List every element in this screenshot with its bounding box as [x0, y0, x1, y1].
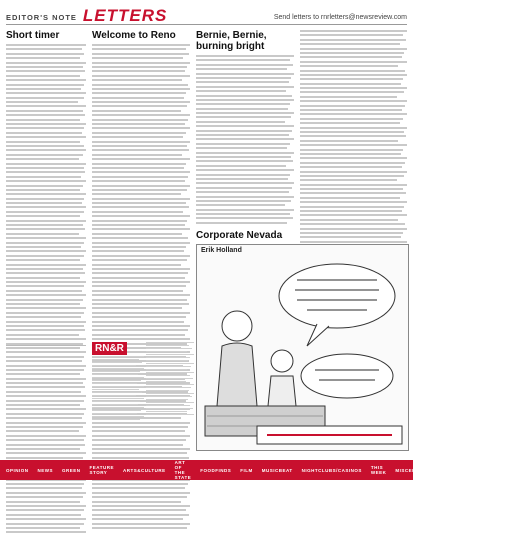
footer-nav-this-week[interactable]: THIS WEEK — [370, 465, 387, 475]
staff-box-2 — [146, 342, 194, 434]
letters-column-2 — [196, 30, 294, 240]
character-head — [222, 311, 252, 341]
submit-letters-note: Send letters to rnrletters@newsreview.com — [273, 14, 407, 21]
footer-logo: RN&R — [473, 465, 497, 475]
footer-nav-nightclubs-casinos[interactable]: NIGHTCLUBS/CASINOS — [301, 467, 362, 473]
footer-nav-film[interactable]: FILM — [240, 467, 253, 473]
letters-column-3 — [300, 30, 407, 240]
footer-nav-miscellany[interactable]: MISCELLANY — [395, 467, 430, 473]
footer-nav-feature-story[interactable]: FEATURE STORY — [89, 465, 114, 475]
letters-column-1 — [92, 30, 190, 362]
speech-bubble-tail — [307, 324, 329, 346]
letter-body-bernie — [196, 55, 294, 224]
footer-meta — [439, 464, 505, 476]
footer-nav-foodfinds[interactable]: FOODFINDS — [200, 467, 232, 473]
letter-heading-welcome-to-reno: Welcome to Reno — [92, 30, 176, 41]
page-footer — [0, 460, 505, 480]
cartoonist-credit: Erik Holland — [201, 247, 242, 254]
footer-nav-musicbeat[interactable]: MUSICBEAT — [261, 467, 293, 473]
issue-date: NOVEMBER 19, 2015 — [438, 464, 468, 476]
staff-box-5 — [300, 354, 350, 446]
speech-bubble — [279, 264, 395, 328]
character-head-2 — [271, 350, 293, 372]
letter-heading-corporate-nevada: Corporate Nevada — [196, 229, 283, 241]
footer-nav-green[interactable]: GREEN — [62, 467, 81, 473]
editors-note-heading: Short timer — [6, 30, 60, 41]
editors-note-column — [6, 30, 86, 450]
rnr-logo: RN&R — [92, 342, 127, 355]
sidebar-divider — [6, 345, 86, 346]
page-title: LETTERS — [82, 6, 168, 25]
staff-box-1 — [92, 356, 144, 448]
footer-nav-news[interactable]: NEWS — [37, 467, 54, 473]
footer-nav-art-of-the-state[interactable]: ART OF THE STATE — [174, 460, 192, 480]
footer-nav-opinion[interactable]: OPINION — [6, 467, 29, 473]
section-label: EDITOR'S NOTE — [6, 13, 77, 22]
page-header — [6, 4, 407, 25]
footer-nav-arts-culture[interactable]: ARTS&CULTURE — [122, 467, 166, 473]
letter-heading-bernie: Bernie, Bernie, burning bright — [196, 30, 267, 52]
page-number: 3 — [500, 465, 505, 475]
letter-body-welcome-to-reno — [89, 44, 190, 529]
character-body — [217, 343, 257, 406]
